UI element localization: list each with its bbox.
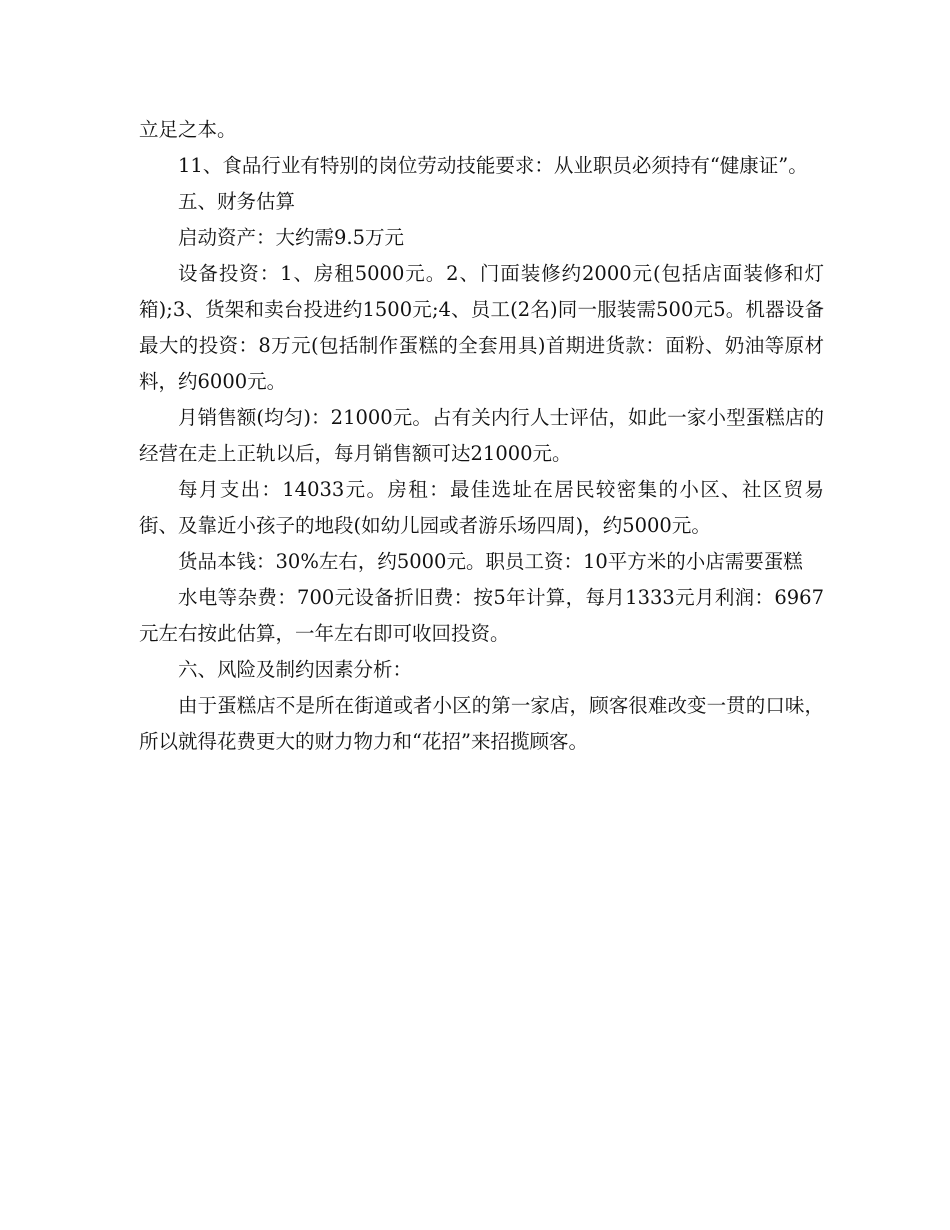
section-heading-financial-estimate: 五、财务估算 xyxy=(178,190,296,213)
paragraph-equipment-investment: 设备投资：1、房租5000元。2、门面装修约2000元(包括店面装修和灯箱);3、货架和卖台投进约1500元;4、员工(2名)同一服装需500元5。机器设备最大的投资：8万元(包括制作蛋糕的全套用具)首期进货款：面粉、奶油等原材料，约6000元。 xyxy=(139,262,824,393)
document-body xyxy=(139,112,824,760)
section-heading-risk-analysis: 六、风险及制约因素分析： xyxy=(178,658,413,681)
paragraph-utilities-profit: 水电等杂费：700元设备折旧费：按5年计算，每月1333元月利润：6967元左右按此估算，一年左右即可收回投资。 xyxy=(139,586,824,645)
paragraph-monthly-expenses: 每月支出：14033元。房租：最佳选址在居民较密集的小区、社区贸易街、及靠近小孩子的地段(如幼儿园或者游乐场四周)，约5000元。 xyxy=(139,478,824,537)
paragraph-risk-description: 由于蛋糕店不是所在街道或者小区的第一家店，顾客很难改变一贯的口味，所以就得花费更大的财力物力和“花招”来招揽顾客。 xyxy=(139,694,824,753)
paragraph-goods-cost: 货品本钱：30%左右，约5000元。职员工资：10平方米的小店需要蛋糕 xyxy=(178,550,803,573)
paragraph-monthly-sales: 月销售额(均匀)：21000元。占有关内行人士评估，如此一家小型蛋糕店的经营在走上正轨以后，每月销售额可达21000元。 xyxy=(139,406,824,465)
paragraph-continuation: 立足之本。 xyxy=(139,118,237,141)
paragraph-health-certificate: 11、食品行业有特别的岗位劳动技能要求：从业职员必须持有“健康证”。 xyxy=(178,154,808,177)
paragraph-startup-capital: 启动资产：大约需9.5万元 xyxy=(178,226,405,249)
